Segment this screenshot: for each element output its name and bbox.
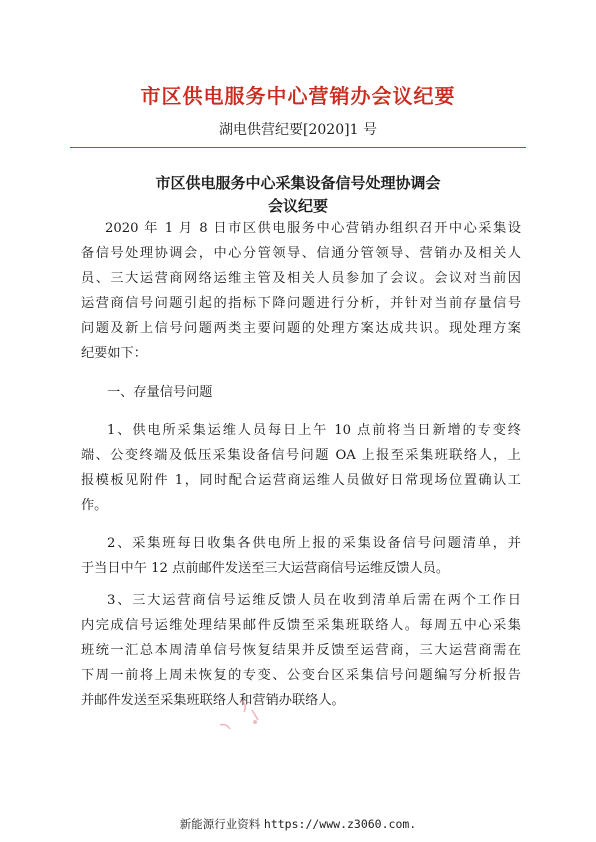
- intro-line: 备信号处理协调会，中心分管领导、信通分管领导、营销办及相关人: [81, 246, 521, 261]
- item-3-line: 班统一汇总本周清单信号恢复结果并反馈至运营商，三大运营商需在: [81, 643, 521, 658]
- item-1-line: 作。: [81, 498, 108, 513]
- footer-site-name: 新能源行业资料: [179, 817, 261, 831]
- subject-line-1: 市区供电服务中心采集设备信号处理协调会: [155, 174, 441, 192]
- intro-line: 纪要如下：: [81, 346, 147, 361]
- item-2-line: 2、采集班每日收集各供电所上报的采集设备信号问题清单，并: [107, 536, 521, 551]
- document-header-title: 市区供电服务中心营销办会议纪要: [140, 84, 456, 108]
- item-2-line: 于当日中午 12 点前邮件发送至三大运营商信号运维反馈人员。: [81, 561, 450, 576]
- item-3-line: 并邮件发送至采集班联络人和营销办联络人。: [81, 693, 345, 708]
- item-3-line: 3、三大运营商信号运维反馈人员在收到清单后需在两个工作日: [107, 593, 521, 608]
- section-heading: 一、存量信号问题: [107, 385, 213, 400]
- document-number: 湖电供营纪要[2020]1 号: [219, 122, 377, 138]
- footer-url-link[interactable]: https://www.z3060.com.: [263, 817, 417, 831]
- stamp-mark-icon: [180, 680, 280, 740]
- subject-line-2: 会议纪要: [267, 197, 328, 215]
- red-divider-line: [70, 147, 526, 148]
- item-3-line: 下周一前将上周未恢复的专变、公变台区采集信号问题编写分析报告: [81, 668, 521, 683]
- item-1-line: 1、供电所采集运维人员每日上午 10 点前将当日新增的专变终: [107, 423, 521, 438]
- item-3-line: 内完成信号运维处理结果邮件反馈至采集班联络人。每周五中心采集: [81, 618, 521, 633]
- intro-line: 员、三大运营商网络运维主管及相关人员参加了会议。会议对当前因: [81, 271, 521, 286]
- page-footer: [0, 816, 596, 832]
- item-1-line: 端、公变终端及低压采集设备信号问题 OA 上报至采集班联络人，上: [81, 448, 521, 463]
- intro-line: 问题及新上信号问题两类主要问题的处理方案达成共识。现处理方案: [81, 321, 521, 336]
- intro-line: 运营商信号问题引起的指标下降问题进行分析，并针对当前存量信号: [81, 296, 521, 311]
- meeting-subject: [0, 172, 596, 218]
- intro-line: 2020 年 1 月 8 日市区供电服务中心营销办组织召开中心采集设: [105, 221, 521, 236]
- item-1-line: 报模板见附件 1，同时配合运营商运维人员做好日常现场位置确认工: [81, 473, 521, 488]
